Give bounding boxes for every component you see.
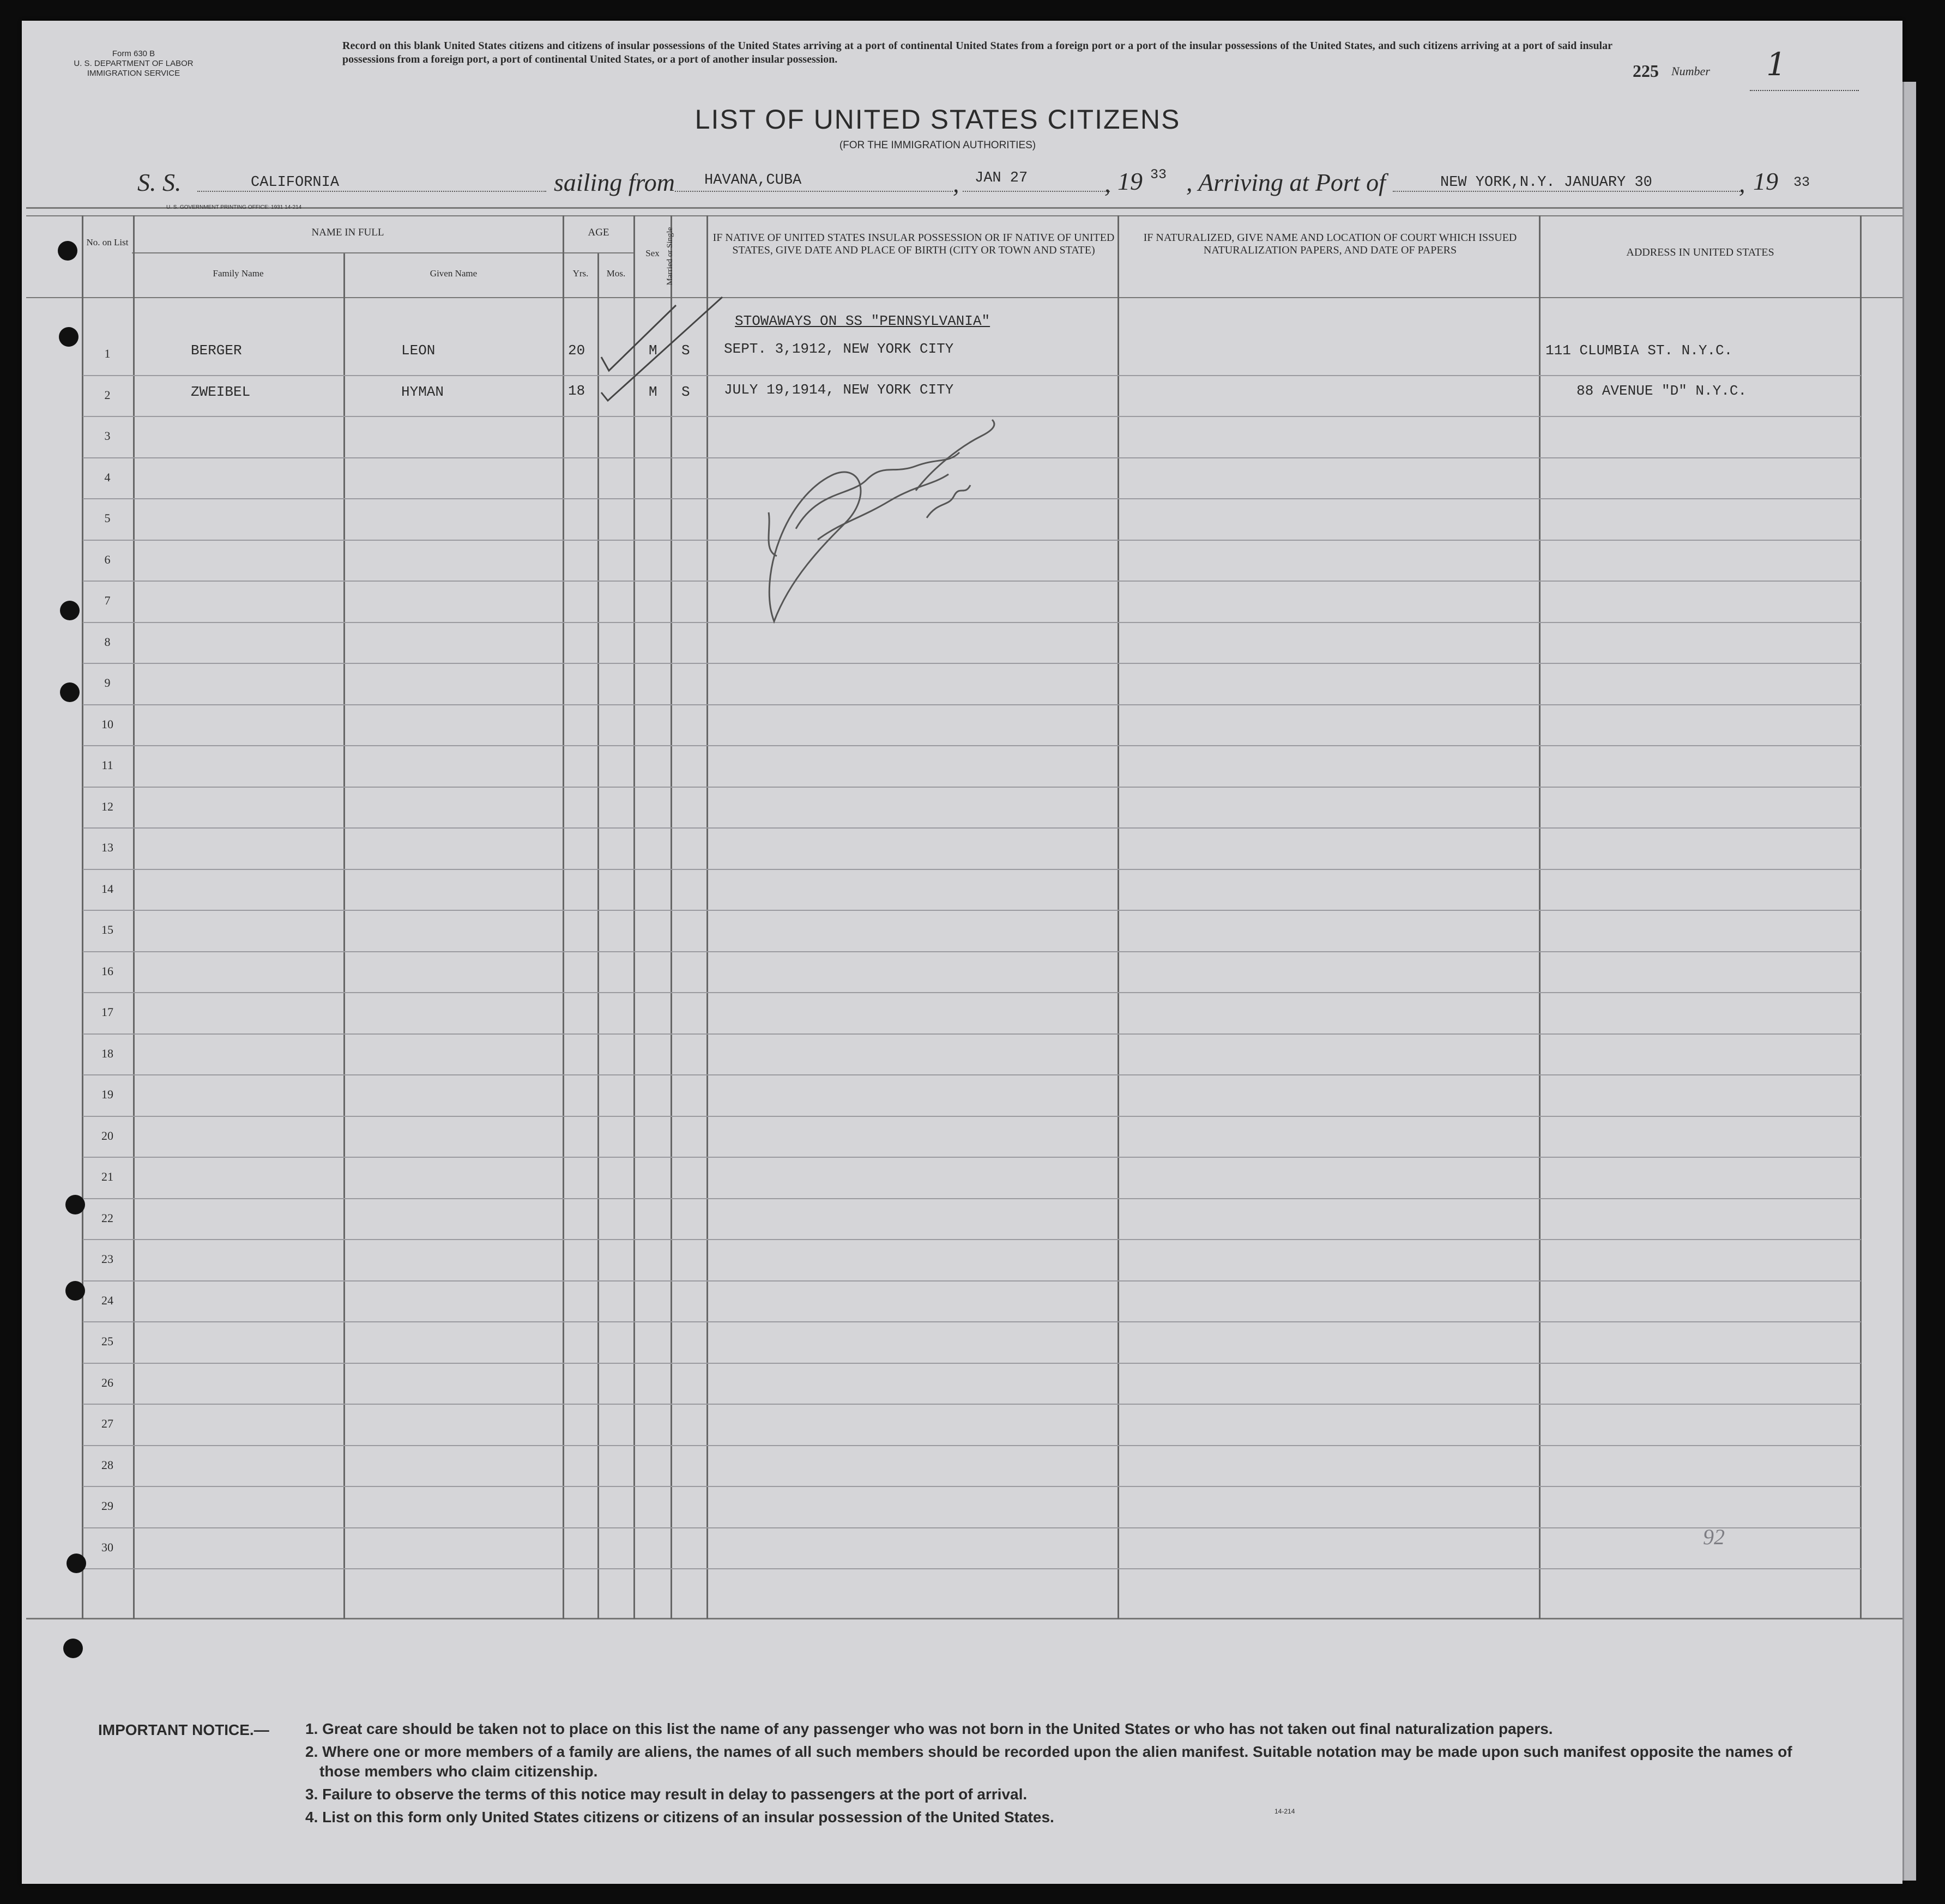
printing-code: U. S. GOVERNMENT PRINTING OFFICE: 1931 14-214: [166, 204, 302, 210]
col-divider: [597, 253, 599, 1619]
row-line: [83, 1527, 1861, 1528]
col-no-on-list: No. on List: [86, 237, 129, 247]
check-marks: [597, 294, 728, 403]
row-line: [83, 1033, 1861, 1035]
row-line: [83, 745, 1861, 746]
row-number: 14: [101, 881, 113, 896]
notice-item: 1. Great care should be taken not to place on this list the name of any passenger who was not born in the United States or who has not taken out final naturalization papers.: [305, 1720, 1553, 1737]
row-number: 30: [101, 1540, 113, 1554]
marital-status: S: [681, 342, 690, 359]
form-identifier: [44, 49, 224, 78]
col-name-in-full: NAME IN FULL: [311, 227, 384, 238]
departure-date: JAN 27: [975, 170, 1028, 186]
year-prefix: 19: [1753, 167, 1778, 195]
row-line: [83, 910, 1861, 911]
row-number: 16: [101, 964, 113, 978]
comma: ,: [1104, 170, 1111, 197]
row-number: 1: [104, 347, 111, 360]
comma: ,: [1739, 170, 1745, 197]
binder-hole: [67, 1554, 86, 1573]
name-subrule: [132, 252, 602, 253]
col-divider: [133, 215, 135, 1619]
row-line: [83, 951, 1861, 952]
row-line: [83, 787, 1861, 788]
year-prefix: 19: [1118, 167, 1143, 195]
row-number: 26: [101, 1375, 113, 1389]
arriving-label: [1186, 168, 1386, 197]
binder-hole: [59, 327, 78, 347]
col-naturalization: IF NATURALIZED, GIVE NAME AND LOCATION OF COURT WHICH ISSUED NATURALIZATION PAPERS, AND DATE OF PAPERS: [1143, 232, 1517, 256]
row-line: [83, 663, 1861, 664]
vessel-label: S. S.: [137, 168, 182, 196]
blank-instructions: Record on this blank United States citizens and citizens of insular possessions of the United States arriving at a port of continental United States from a foreign port or a port of the insular possessions of the United States, and such citizens arriving at a port of said insular possessions from a foreign port, a port of continental United States, or a port of another insular possession.: [342, 40, 1612, 65]
row-line: [83, 1157, 1861, 1158]
notice-item: 3. Failure to observe the terms of this notice may result in delay to passengers at the port of arrival.: [305, 1786, 1028, 1803]
form-number: Form 630 B: [112, 49, 155, 58]
col-married-or-single: Married or Single: [666, 227, 674, 286]
col-divider: [706, 215, 708, 1619]
binder-hole: [63, 1639, 83, 1658]
service: IMMIGRATION SERVICE: [87, 69, 180, 78]
col-divider: [1118, 215, 1119, 1619]
given-name: HYMAN: [401, 384, 444, 400]
col-mos: Mos.: [606, 268, 626, 279]
row-number: 25: [101, 1334, 113, 1348]
row-number: 15: [101, 923, 113, 936]
col-divider: [563, 215, 564, 1619]
us-address: 88 AVENUE "D" N.Y.C.: [1576, 383, 1747, 399]
birth-info: SEPT. 3,1912, NEW YORK CITY: [724, 341, 954, 357]
row-number: 20: [101, 1128, 113, 1143]
vessel-name: CALIFORNIA: [251, 174, 340, 191]
row-line: [83, 704, 1861, 705]
col-divider: [671, 215, 672, 1619]
row-line: [83, 827, 1861, 829]
arriving-text: Arriving at Port of: [1198, 168, 1386, 196]
age-years: 20: [568, 342, 585, 359]
col-divider: [82, 215, 83, 1619]
col-divider: [1539, 215, 1541, 1619]
row-line: [83, 1239, 1861, 1240]
department: U. S. DEPARTMENT OF LABOR: [74, 59, 194, 68]
given-name: LEON: [401, 342, 436, 359]
sailing-line: [675, 191, 953, 192]
binder-hole: [65, 1195, 85, 1214]
row-number: 18: [101, 1046, 113, 1060]
binder-hole: [58, 241, 77, 261]
us-address: 111 CLUMBIA ST. N.Y.C.: [1545, 342, 1733, 359]
row-line: [83, 1445, 1861, 1446]
col-divider: [1860, 215, 1862, 1619]
row-line: [83, 1198, 1861, 1199]
row-line: [83, 1363, 1861, 1364]
comma: ,: [953, 170, 959, 197]
row-number: 28: [101, 1458, 113, 1472]
row-number: 11: [101, 758, 113, 772]
row-line: [83, 869, 1861, 870]
col-given-name: Given Name: [430, 268, 478, 279]
row-number: 17: [101, 1005, 113, 1019]
row-number: 2: [104, 388, 111, 402]
row-line: [83, 1280, 1861, 1282]
row-line: [83, 1486, 1861, 1487]
list-code: 225: [1633, 61, 1659, 81]
row-number: 19: [101, 1087, 113, 1101]
table-bottom-rule: [26, 1618, 1902, 1619]
birth-info: JULY 19,1914, NEW YORK CITY: [724, 382, 954, 398]
row-number: 10: [101, 717, 113, 731]
notice-item: 2. Where one or more members of a family are aliens, the names of all such members should be recorded upon the alien manifest. Suitable notation may be made upon such manifest opposite the names of those members who claim citizenship.: [305, 1743, 1792, 1780]
col-address: ADDRESS IN UNITED STATES: [1626, 246, 1774, 258]
header-rule: [26, 215, 1902, 216]
sex: M: [649, 342, 657, 359]
vessel-line: [197, 191, 546, 192]
row-number: 5: [104, 511, 111, 525]
comma: ,: [1186, 168, 1193, 196]
page-title: LIST OF UNITED STATES CITIZENS: [694, 104, 1181, 135]
page-edge: [1902, 82, 1916, 1881]
header-rule-bottom: [26, 297, 1902, 298]
row-number: 6: [104, 552, 111, 566]
col-native-birthplace: IF NATIVE OF UNITED STATES INSULAR POSSESSION OR IF NATIVE OF UNITED STATES, GIVE DATE AND PLACE OF BIRTH (CITY OR TOWN AND STATE): [712, 232, 1115, 256]
family-name: ZWEIBEL: [191, 384, 251, 400]
binder-hole: [60, 601, 80, 620]
row-number: 29: [101, 1499, 113, 1513]
row-number: 22: [101, 1211, 113, 1225]
manifest-sheet: [22, 21, 1902, 1884]
notice-item: 4. List on this form only United States citizens or citizens of an insular possession of the United States.: [305, 1809, 1054, 1826]
col-divider: [633, 215, 635, 1619]
col-yrs: Yrs.: [572, 268, 589, 279]
row-number: 21: [101, 1170, 113, 1183]
row-number: 9: [104, 676, 111, 690]
footer-code: 14-214: [1274, 1808, 1295, 1815]
binder-hole: [65, 1281, 85, 1301]
row-number: 3: [104, 429, 111, 443]
row-line: [83, 1568, 1861, 1569]
inspector-signature: [752, 414, 1014, 643]
sex: M: [649, 384, 657, 400]
row-number: 7: [104, 594, 111, 607]
page-stamp: 92: [1703, 1525, 1725, 1549]
col-age: AGE: [588, 227, 609, 238]
row-line: [83, 375, 1861, 376]
row-line: [83, 992, 1861, 993]
col-family-name: Family Name: [213, 268, 264, 279]
col-sex: Sex: [645, 248, 660, 258]
row-number: 24: [101, 1293, 113, 1307]
col-divider: [343, 253, 345, 1619]
row-number: 8: [104, 634, 111, 649]
family-name: BERGER: [191, 342, 242, 359]
number-label: Number: [1671, 64, 1710, 78]
list-number: 1: [1766, 46, 1786, 83]
row-number: 12: [101, 799, 113, 813]
marital-status: S: [681, 384, 690, 400]
page-subtitle: (FOR THE IMMIGRATION AUTHORITIES): [839, 140, 1036, 151]
row-line: [83, 1404, 1861, 1405]
row-number: 23: [101, 1252, 113, 1266]
row-line: [83, 1321, 1861, 1322]
row-line: [83, 1116, 1861, 1117]
age-years: 18: [568, 383, 585, 399]
departure-port: HAVANA,CUBA: [704, 172, 802, 189]
stowaway-note: STOWAWAYS ON SS "PENNSYLVANIA": [735, 313, 990, 329]
departure-year: 33: [1150, 167, 1167, 183]
row-line: [83, 1074, 1861, 1075]
number-line: [1750, 90, 1859, 91]
row-number: 13: [101, 841, 113, 854]
date-line: [963, 191, 1110, 192]
row-number: 4: [104, 470, 111, 484]
notice-heading: IMPORTANT NOTICE.—: [98, 1721, 269, 1738]
binder-hole: [60, 682, 80, 702]
row-number: 27: [101, 1417, 113, 1430]
arrival-year: 33: [1793, 174, 1810, 190]
arrival-port-date: NEW YORK,N.Y. JANUARY 30: [1440, 174, 1652, 191]
port-line: [1393, 191, 1742, 192]
sailing-label: sailing from: [554, 168, 675, 196]
header-rule-top: [26, 207, 1902, 209]
